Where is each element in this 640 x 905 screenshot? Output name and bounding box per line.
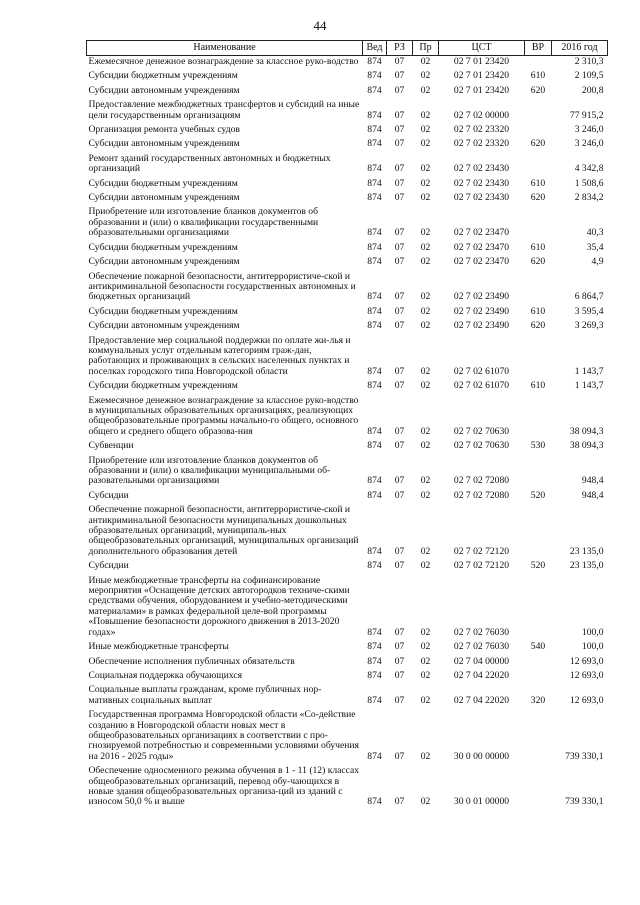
row-ved: 874 (367, 655, 382, 667)
row-amount: 38 094,3 (569, 440, 604, 452)
row-vr (525, 575, 552, 641)
row-cst: 02 7 02 72080 (453, 475, 510, 487)
row-amount: 35,4 (586, 241, 604, 253)
row-name: Субсидии бюджетным учреждениям (88, 305, 238, 317)
row-amount: 739 330,1 (565, 796, 604, 808)
row-rz: 07 (394, 192, 405, 204)
row-amount: 100,0 (581, 641, 604, 653)
row-name: Социальные выплаты гражданам, кроме публичных нор-мативных социальных выплат (88, 684, 322, 706)
row-amount: 948,4 (581, 475, 604, 487)
row-rz: 07 (394, 365, 405, 377)
row-name: Обеспечение односменного режима обучения в 1 - 11 (12) классах общеобразовательных организаций, перевод обу-чающихся в новые здания общеобразовательных организа-ций из зданий с износом 50,0 % и выше (88, 765, 360, 808)
table-row (87, 256, 608, 270)
row-rz: 07 (394, 163, 405, 175)
row-cst: 02 7 02 70630 (453, 440, 510, 452)
row-ved: 874 (367, 320, 382, 332)
row-ved: 874 (367, 796, 382, 808)
row-amount: 40,3 (586, 227, 604, 239)
row-amount: 23 135,0 (569, 545, 604, 557)
row-vr (525, 271, 552, 306)
row-cst: 02 7 02 72120 (453, 545, 510, 557)
row-vr: 620 (530, 192, 546, 204)
row-rz: 07 (394, 256, 405, 268)
page-number: 44 (313, 18, 327, 33)
row-cst: 02 7 02 23470 (453, 227, 510, 239)
row-amount: 948,4 (581, 489, 604, 501)
row-amount: 23 135,0 (569, 560, 604, 572)
row-pr: 02 (420, 489, 431, 501)
row-name: Организация ремонта учебных судов (88, 124, 240, 136)
row-ved: 874 (367, 241, 382, 253)
row-name: Субвенции (88, 440, 134, 452)
row-amount: 3 246,0 (574, 138, 604, 150)
row-name: Обеспечение пожарной безопасности, антитеррористиче-ской и антикриминальной безопасности государственных автономных и бюджетных организаций (88, 270, 356, 303)
row-pr: 02 (420, 560, 431, 572)
row-pr: 02 (420, 227, 431, 239)
row-vr (525, 99, 552, 124)
table-row (87, 124, 608, 138)
row-cst: 02 7 02 23490 (453, 305, 510, 317)
row-cst: 30 0 01 00000 (453, 796, 510, 808)
row-amount: 4 342,8 (574, 163, 604, 175)
row-name: Социальная поддержка обучающихся (88, 669, 243, 681)
row-pr: 02 (420, 545, 431, 557)
row-rz: 07 (394, 291, 405, 303)
row-ved: 874 (367, 227, 382, 239)
row-ved: 874 (367, 56, 382, 67)
row-cst: 02 7 02 23490 (453, 320, 510, 332)
row-amount: 6 864,7 (574, 291, 604, 303)
table-row (87, 335, 608, 381)
row-pr: 02 (420, 70, 431, 82)
row-cst: 02 7 02 76030 (453, 641, 510, 653)
table-row (87, 271, 608, 306)
row-name: Субсидии бюджетным учреждениям (88, 177, 238, 189)
table-row (87, 70, 608, 84)
row-amount: 12 693,0 (569, 655, 604, 667)
table-row (87, 306, 608, 320)
row-vr (525, 56, 552, 71)
row-vr: 610 (530, 70, 546, 82)
row-ved: 874 (367, 84, 382, 96)
table-row (87, 504, 608, 560)
row-pr: 02 (420, 256, 431, 268)
row-rz: 07 (394, 489, 405, 501)
row-amount: 3 269,3 (574, 320, 604, 332)
row-cst: 30 0 00 00000 (453, 750, 510, 762)
table-row (87, 440, 608, 454)
row-name: Предоставление мер социальной поддержки по оплате жи-лья и коммунальных услуг отдельным категориям граж-дан, работающих и проживающих в сельских населенных пунктах и поселках городского типа Новгородской области (88, 334, 351, 377)
col-header-ved: Вед (363, 41, 387, 56)
row-vr: 620 (530, 84, 546, 96)
row-amount: 12 693,0 (569, 669, 604, 681)
row-pr: 02 (420, 475, 431, 487)
row-vr (525, 656, 552, 670)
row-ved: 874 (367, 163, 382, 175)
table-row (87, 684, 608, 709)
row-vr (525, 335, 552, 381)
row-name: Иные межбюджетные трансферты (88, 641, 229, 653)
row-pr: 02 (420, 305, 431, 317)
row-pr: 02 (420, 626, 431, 638)
row-vr (525, 765, 552, 811)
row-rz: 07 (394, 655, 405, 667)
row-vr (525, 670, 552, 684)
row-rz: 07 (394, 109, 405, 121)
row-rz: 07 (394, 70, 405, 82)
table-row (87, 575, 608, 641)
row-pr: 02 (420, 440, 431, 452)
row-name: Субсидии бюджетным учреждениям (88, 70, 238, 82)
row-cst: 02 7 02 23470 (453, 241, 510, 253)
row-ved: 874 (367, 626, 382, 638)
row-ved: 874 (367, 380, 382, 392)
row-vr: 610 (530, 241, 546, 253)
row-cst: 02 7 04 22020 (453, 694, 510, 706)
row-rz: 07 (394, 380, 405, 392)
row-name: Субсидии автономным учреждениям (88, 256, 240, 268)
row-vr: 530 (530, 440, 546, 452)
row-pr: 02 (420, 796, 431, 808)
row-pr: 02 (420, 365, 431, 377)
row-amount: 1 143,7 (574, 380, 604, 392)
row-cst: 02 7 02 23320 (453, 138, 510, 150)
table-row (87, 206, 608, 241)
row-amount: 2 834,2 (574, 192, 604, 204)
table-row (87, 56, 608, 71)
row-amount: 38 094,3 (569, 425, 604, 437)
row-rz: 07 (394, 475, 405, 487)
row-name: Ежемесячное денежное вознаграждение за классное руко-водство (88, 56, 359, 67)
row-rz: 07 (394, 241, 405, 253)
row-ved: 874 (367, 545, 382, 557)
row-rz: 07 (394, 177, 405, 189)
col-header-name: Наименование (87, 41, 363, 56)
row-pr: 02 (420, 694, 431, 706)
row-rz: 07 (394, 305, 405, 317)
table-row (87, 709, 608, 765)
row-rz: 07 (394, 560, 405, 572)
table-row (87, 656, 608, 670)
row-pr: 02 (420, 138, 431, 150)
row-amount: 77 915,2 (569, 109, 604, 121)
col-header-cst: ЦСТ (439, 41, 525, 56)
row-name: Субсидии автономным учреждениям (88, 320, 240, 332)
table-row (87, 490, 608, 504)
row-pr: 02 (420, 163, 431, 175)
row-name: Субсидии автономным учреждениям (88, 84, 240, 96)
table-row (87, 138, 608, 152)
row-ved: 874 (367, 192, 382, 204)
row-pr: 02 (420, 750, 431, 762)
row-rz: 07 (394, 440, 405, 452)
budget-table (86, 40, 608, 811)
row-rz: 07 (394, 626, 405, 638)
row-cst: 02 7 02 72080 (453, 489, 510, 501)
row-cst: 02 7 02 61070 (453, 380, 510, 392)
row-amount: 3 246,0 (574, 124, 604, 136)
row-vr: 610 (530, 177, 546, 189)
row-name: Ежемесячное денежное вознаграждение за классное руко-водство в муниципальных образовательных организациях, реализующих общеобразовательные программы начально-го общего, основного общего и среднего общего образова-ния (88, 394, 359, 437)
table-header-row (87, 41, 608, 56)
table-row (87, 153, 608, 178)
col-header-vr: ВР (525, 41, 552, 56)
row-rz: 07 (394, 425, 405, 437)
row-ved: 874 (367, 138, 382, 150)
row-name: Обеспечение пожарной безопасности, антитеррористиче-ской и антикриминальной безопасности муниципальных дошкольных образовательных организаций, муниципаль-ных общеобразовательных организаций, муниципальных организаций дополнительного образования детей (88, 504, 359, 557)
row-ved: 874 (367, 305, 382, 317)
row-rz: 07 (394, 227, 405, 239)
row-name: Предоставление межбюджетных трансфертов и субсидий на иные цели государственным организациям (88, 99, 360, 121)
row-pr: 02 (420, 380, 431, 392)
table-row (87, 670, 608, 684)
row-rz: 07 (394, 545, 405, 557)
row-rz: 07 (394, 84, 405, 96)
row-rz: 07 (394, 124, 405, 136)
row-rz: 07 (394, 750, 405, 762)
table-row (87, 560, 608, 574)
table-row (87, 242, 608, 256)
row-ved: 874 (367, 124, 382, 136)
row-vr: 520 (530, 489, 546, 501)
row-name: Иные межбюджетные трансферты на софинансирование мероприятия «Оснащение детских автогородков техниче-скими средствами обучения, оборудованием и учебно-методическими материалами» в рамках федеральной целе-вой программы «Повышение безопасности дорожного движения в 2013-2020 годах» (88, 574, 350, 638)
row-name: Субсидии (88, 489, 129, 501)
row-pr: 02 (420, 109, 431, 121)
table-row (87, 765, 608, 811)
row-pr: 02 (420, 192, 431, 204)
col-header-pr: Пр (413, 41, 439, 56)
row-vr: 320 (530, 694, 546, 706)
row-vr (525, 153, 552, 178)
row-cst: 02 7 04 22020 (453, 669, 510, 681)
row-cst: 02 7 02 23430 (453, 177, 510, 189)
row-rz: 07 (394, 138, 405, 150)
table-row (87, 99, 608, 124)
table-row (87, 85, 608, 99)
row-pr: 02 (420, 655, 431, 667)
row-cst: 02 7 02 72120 (453, 560, 510, 572)
row-pr: 02 (420, 291, 431, 303)
row-cst: 02 7 02 23430 (453, 163, 510, 175)
row-cst: 02 7 02 70630 (453, 425, 510, 437)
row-cst: 02 7 02 23320 (453, 124, 510, 136)
row-name: Приобретение или изготовление бланков документов об образовании и (или) о квалификации муниципальными об-разовательными организациями (88, 454, 331, 487)
row-vr (525, 455, 552, 490)
table-row (87, 455, 608, 490)
row-rz: 07 (394, 796, 405, 808)
row-amount: 739 330,1 (565, 750, 604, 762)
row-pr: 02 (420, 641, 431, 653)
row-ved: 874 (367, 694, 382, 706)
row-amount: 2 109,5 (574, 70, 604, 82)
row-vr: 620 (530, 320, 546, 332)
table-row (87, 192, 608, 206)
table-row (87, 320, 608, 334)
row-cst: 02 7 02 23470 (453, 256, 510, 268)
row-name: Приобретение или изготовление бланков документов об образовании и (или) о квалификации государственными образовательными организациями (88, 206, 319, 239)
row-cst: 02 7 02 61070 (453, 365, 510, 377)
row-rz: 07 (394, 641, 405, 653)
row-ved: 874 (367, 641, 382, 653)
row-cst: 02 7 01 23420 (453, 70, 510, 82)
row-name: Обеспечение исполнения публичных обязательств (88, 655, 295, 667)
row-amount: 4,9 (591, 256, 604, 268)
row-name: Субсидии автономным учреждениям (88, 192, 240, 204)
row-amount: 3 595,4 (574, 305, 604, 317)
row-rz: 07 (394, 56, 405, 67)
row-vr: 620 (530, 138, 546, 150)
row-vr: 540 (530, 641, 546, 653)
row-ved: 874 (367, 669, 382, 681)
row-ved: 874 (367, 177, 382, 189)
row-name: Ремонт зданий государственных автономных и бюджетных организаций (88, 152, 331, 175)
row-pr: 02 (420, 669, 431, 681)
col-header-rz: РЗ (387, 41, 413, 56)
row-rz: 07 (394, 320, 405, 332)
row-name: Субсидии бюджетным учреждениям (88, 241, 238, 253)
row-pr: 02 (420, 320, 431, 332)
row-vr (525, 124, 552, 138)
row-vr: 520 (530, 560, 546, 572)
row-name: Субсидии бюджетным учреждениям (88, 380, 238, 392)
row-ved: 874 (367, 440, 382, 452)
row-cst: 02 7 01 23420 (453, 84, 510, 96)
row-cst: 02 7 01 23420 (453, 56, 510, 67)
row-pr: 02 (420, 56, 431, 67)
row-pr: 02 (420, 241, 431, 253)
row-name: Государственная программа Новгородской области «Со-действие созданию в Новгородской области новых мест в общеобразовательных организациях в соответствии с про-гнозируемой потребностью и современными условиями обучения на 2016 - 2025 годы» (88, 709, 359, 762)
row-ved: 874 (367, 365, 382, 377)
row-ved: 874 (367, 109, 382, 121)
row-rz: 07 (394, 694, 405, 706)
row-ved: 874 (367, 256, 382, 268)
row-ved: 874 (367, 291, 382, 303)
row-pr: 02 (420, 124, 431, 136)
row-vr (525, 709, 552, 765)
row-ved: 874 (367, 560, 382, 572)
table-row (87, 641, 608, 655)
row-vr: 610 (530, 305, 546, 317)
row-cst: 02 7 02 23430 (453, 192, 510, 204)
row-cst: 02 7 04 00000 (453, 655, 510, 667)
row-vr: 610 (530, 380, 546, 392)
row-name: Субсидии (88, 560, 129, 572)
row-vr: 620 (530, 256, 546, 268)
row-ved: 874 (367, 475, 382, 487)
row-vr (525, 206, 552, 241)
row-amount: 100,0 (581, 626, 604, 638)
row-pr: 02 (420, 425, 431, 437)
row-amount: 200,8 (581, 84, 604, 96)
row-pr: 02 (420, 177, 431, 189)
row-vr (525, 504, 552, 560)
row-amount: 12 693,0 (569, 694, 604, 706)
table-row (87, 178, 608, 192)
row-rz: 07 (394, 669, 405, 681)
col-header-year: 2016 год (552, 41, 608, 56)
row-cst: 02 7 02 76030 (453, 626, 510, 638)
row-ved: 874 (367, 750, 382, 762)
row-ved: 874 (367, 489, 382, 501)
row-ved: 874 (367, 425, 382, 437)
row-amount: 2 310,3 (574, 56, 604, 67)
row-name: Субсидии автономным учреждениям (88, 138, 240, 150)
row-cst: 02 7 02 23490 (453, 291, 510, 303)
row-cst: 02 7 02 00000 (453, 109, 510, 121)
row-vr (525, 395, 552, 441)
table-row (87, 395, 608, 441)
row-pr: 02 (420, 84, 431, 96)
row-amount: 1 508,6 (574, 177, 604, 189)
row-ved: 874 (367, 70, 382, 82)
table-row (87, 380, 608, 394)
row-amount: 1 143,7 (574, 365, 604, 377)
